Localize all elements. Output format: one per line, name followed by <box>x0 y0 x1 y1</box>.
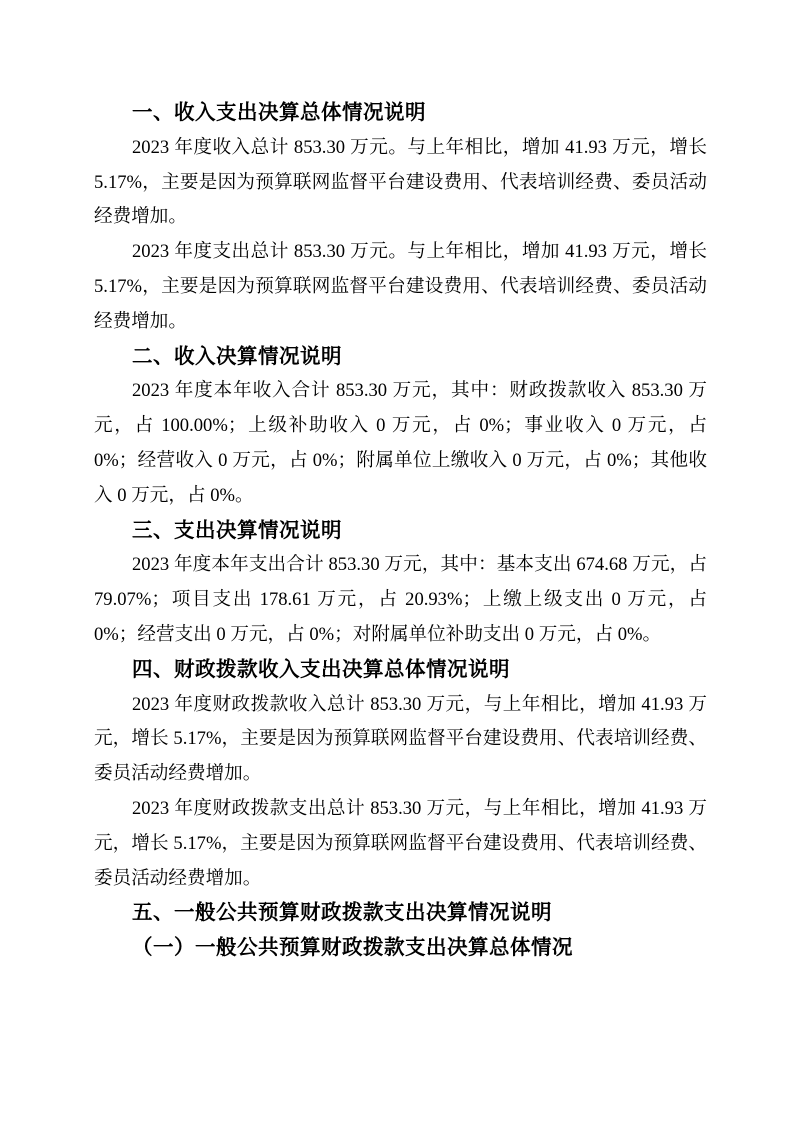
section-4-paragraph-appropriation-expense: 2023 年度财政拨款支出总计 853.30 万元，与上年相比，增加 41.93 万元，增长 5.17%，主要是因为预算联网监督平台建设费用、代表培训经费、委员活动经费增加。 <box>94 797 707 889</box>
section-5-heading: 五、一般公共预算财政拨款支出决算情况说明 <box>132 901 552 925</box>
section-2-paragraph-income-detail: 2023 年度本年收入合计 853.30 万元，其中：财政拨款收入 853.30 万元，占 100.00%；上级补助收入 0 万元，占 0%；事业收入 0 万元，占 0%；经营收入 0 万元，占 0%；附属单位上缴收入 0 万元，占 0%；其他收入 0 万元，占 0%。 <box>94 380 707 506</box>
document-content <box>94 96 707 966</box>
section-1-heading: 一、收入支出决算总体情况说明 <box>132 101 426 124</box>
section-4-heading: 四、财政拨款收入支出决算总体情况说明 <box>132 657 510 681</box>
section-3-paragraph-expense-detail: 2023 年度本年支出合计 853.30 万元，其中：基本支出 674.68 万元，占 79.07%；项目支出 178.61 万元，占 20.93%；上缴上级支出 0 万元，占 0%；经营支出 0 万元，占 0%；对附属单位补助支出 0 万元，占 0%。 <box>94 554 707 645</box>
section-4-paragraph-appropriation-income: 2023 年度财政拨款收入总计 853.30 万元，与上年相比，增加 41.93 万元，增长 5.17%，主要是因为预算联网监督平台建设费用、代表培训经费、委员活动经费增加。 <box>94 693 707 785</box>
section-2-heading: 二、收入决算情况说明 <box>132 344 342 368</box>
section-3-heading: 三、支出决算情况说明 <box>132 518 342 542</box>
section-1-paragraph-expense: 2023 年度支出总计 853.30 万元。与上年相比，增加 41.93 万元，增长 5.17%，主要是因为预算联网监督平台建设费用、代表培训经费、委员活动经费增加。 <box>94 241 707 332</box>
section-5-subheading-1: （一）一般公共预算财政拨款支出决算总体情况 <box>132 936 573 960</box>
section-1-paragraph-income: 2023 年度收入总计 853.30 万元。与上年相比，增加 41.93 万元，增长 5.17%，主要是因为预算联网监督平台建设费用、代表培训经费、委员活动经费增加。 <box>94 136 707 228</box>
